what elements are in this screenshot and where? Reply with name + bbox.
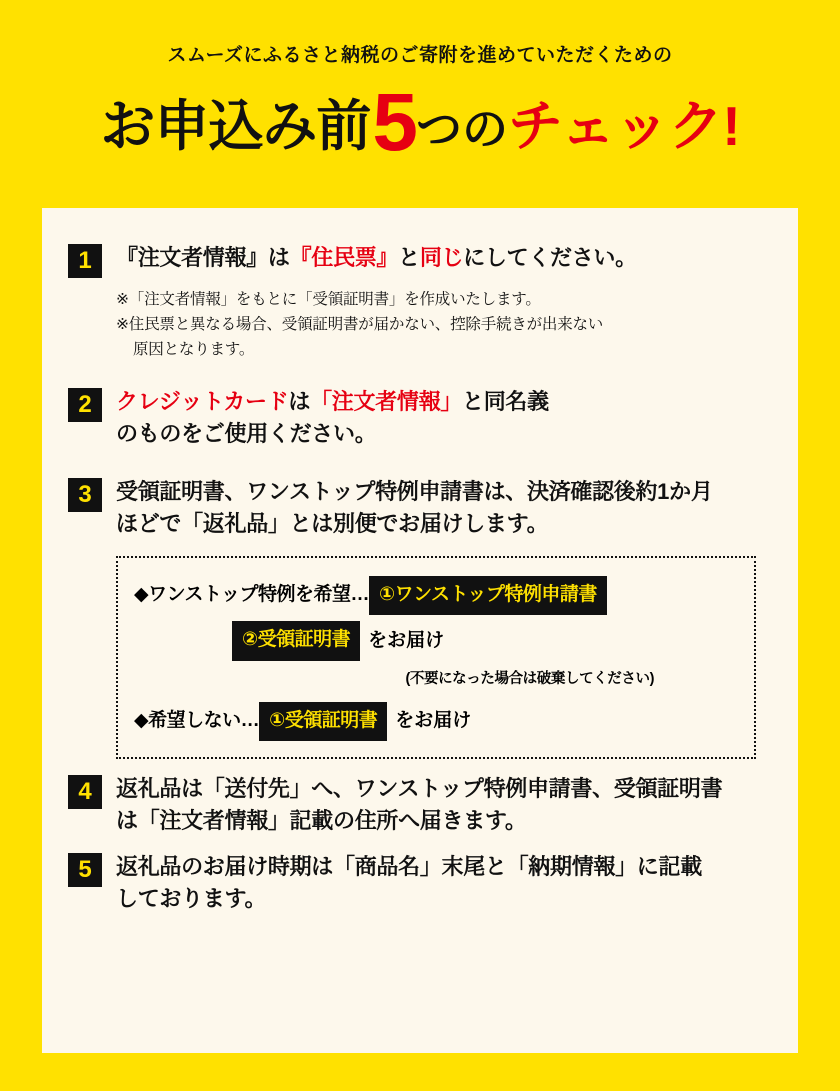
onestop-row-3-label: ◆希望しない… xyxy=(134,710,260,732)
check-item-5 xyxy=(68,851,772,915)
check-number-1: 1 xyxy=(68,244,102,278)
check-number-3: 3 xyxy=(68,478,102,512)
check-text-5 xyxy=(116,851,772,915)
check-5-line-1: 返礼品のお届け時期は「商品名」末尾と「納期情報」に記載 xyxy=(116,854,702,880)
onestop-row-3-suffix: をお届け xyxy=(395,710,472,732)
checklist-card xyxy=(42,208,798,1053)
page-header xyxy=(0,0,840,168)
check-1-note-1: ※「注文者情報」をもとに「受領証明書」を作成いたします。 xyxy=(116,291,541,308)
check-2-line-2: のものをご使用ください。 xyxy=(116,421,377,447)
check-2-seg-3: 「注文者情報」 xyxy=(310,389,463,415)
check-item-2 xyxy=(68,386,772,450)
check-text-1 xyxy=(116,242,772,274)
onestop-row-2-note: (不要になった場合は破棄してください) xyxy=(405,670,654,687)
check-1-seg-4: と xyxy=(398,245,420,270)
check-3-seg-b: 別便 xyxy=(333,511,377,537)
check-item-4 xyxy=(68,773,772,837)
check-3-seg-c: でお届けします。 xyxy=(376,511,549,537)
onestop-box-gap xyxy=(134,688,738,702)
check-number-4: 4 xyxy=(68,775,102,809)
check-text-4 xyxy=(116,773,772,837)
check-3-seg-a: ほどで「返礼品」とは xyxy=(116,511,334,537)
check-text-3 xyxy=(116,476,772,540)
title-part1: お申込み前 xyxy=(100,95,371,157)
header-lead: スムーズにふるさと納税のご寄附を進めていただくための xyxy=(167,45,673,66)
check-text-2 xyxy=(116,386,772,450)
title-number: 5 xyxy=(372,77,418,168)
onestop-tag-receipt: ②受領証明書 xyxy=(232,621,360,661)
check-3-line-1: 受領証明書、ワンストップ特例申請書は、決済確認後約1か月 xyxy=(116,479,713,505)
check-1-seg-1: 『注文者情報』 xyxy=(116,245,268,270)
spacer-2 xyxy=(68,456,772,476)
onestop-tag-receipt-only: ①受領証明書 xyxy=(259,702,387,742)
check-2-seg-2: は xyxy=(288,389,311,415)
check-4-line-2: は「注文者情報」記載の住所へ届きます。 xyxy=(116,808,527,834)
onestop-tag-application: ①ワンストップ特例申請書 xyxy=(369,576,607,616)
title-part2: つの xyxy=(415,103,508,155)
check-1-seg-6: にしてください。 xyxy=(463,245,637,270)
check-5-line-2: しております。 xyxy=(116,886,267,912)
check-1-seg-2: は xyxy=(267,245,290,270)
onestop-row-1-label: ◆ワンストップ特例を希望… xyxy=(134,584,369,606)
page-title xyxy=(0,77,840,168)
check-3-line-2 xyxy=(116,508,772,540)
onestop-row-1 xyxy=(134,576,738,616)
check-number-5: 5 xyxy=(68,853,102,887)
check-2-seg-4: と同名義 xyxy=(462,389,549,415)
check-2-seg-1: クレジットカード xyxy=(116,389,289,415)
onestop-row-2 xyxy=(232,621,738,661)
check-item-1 xyxy=(68,242,772,278)
onestop-row-3 xyxy=(134,702,738,742)
check-1-note-3: 原因となります。 xyxy=(133,340,255,358)
onestop-row-2-suffix: をお届け xyxy=(368,629,445,651)
check-1-notes xyxy=(116,288,772,362)
check-number-2: 2 xyxy=(68,388,102,422)
spacer-1 xyxy=(68,362,772,386)
check-item-3 xyxy=(68,476,772,540)
check-1-seg-5: 同じ xyxy=(419,245,464,270)
check-1-note-2: ※住民票と異なる場合、受領証明書が届かない、控除手続きが出来ない xyxy=(116,315,604,333)
check-1-seg-3: 『住民票』 xyxy=(289,245,399,270)
title-part3: チェック! xyxy=(507,95,740,157)
check-4-line-1: 返礼品は「送付先」へ、ワンストップ特例申請書、受領証明書 xyxy=(116,776,723,802)
onestop-info-box xyxy=(116,556,756,760)
